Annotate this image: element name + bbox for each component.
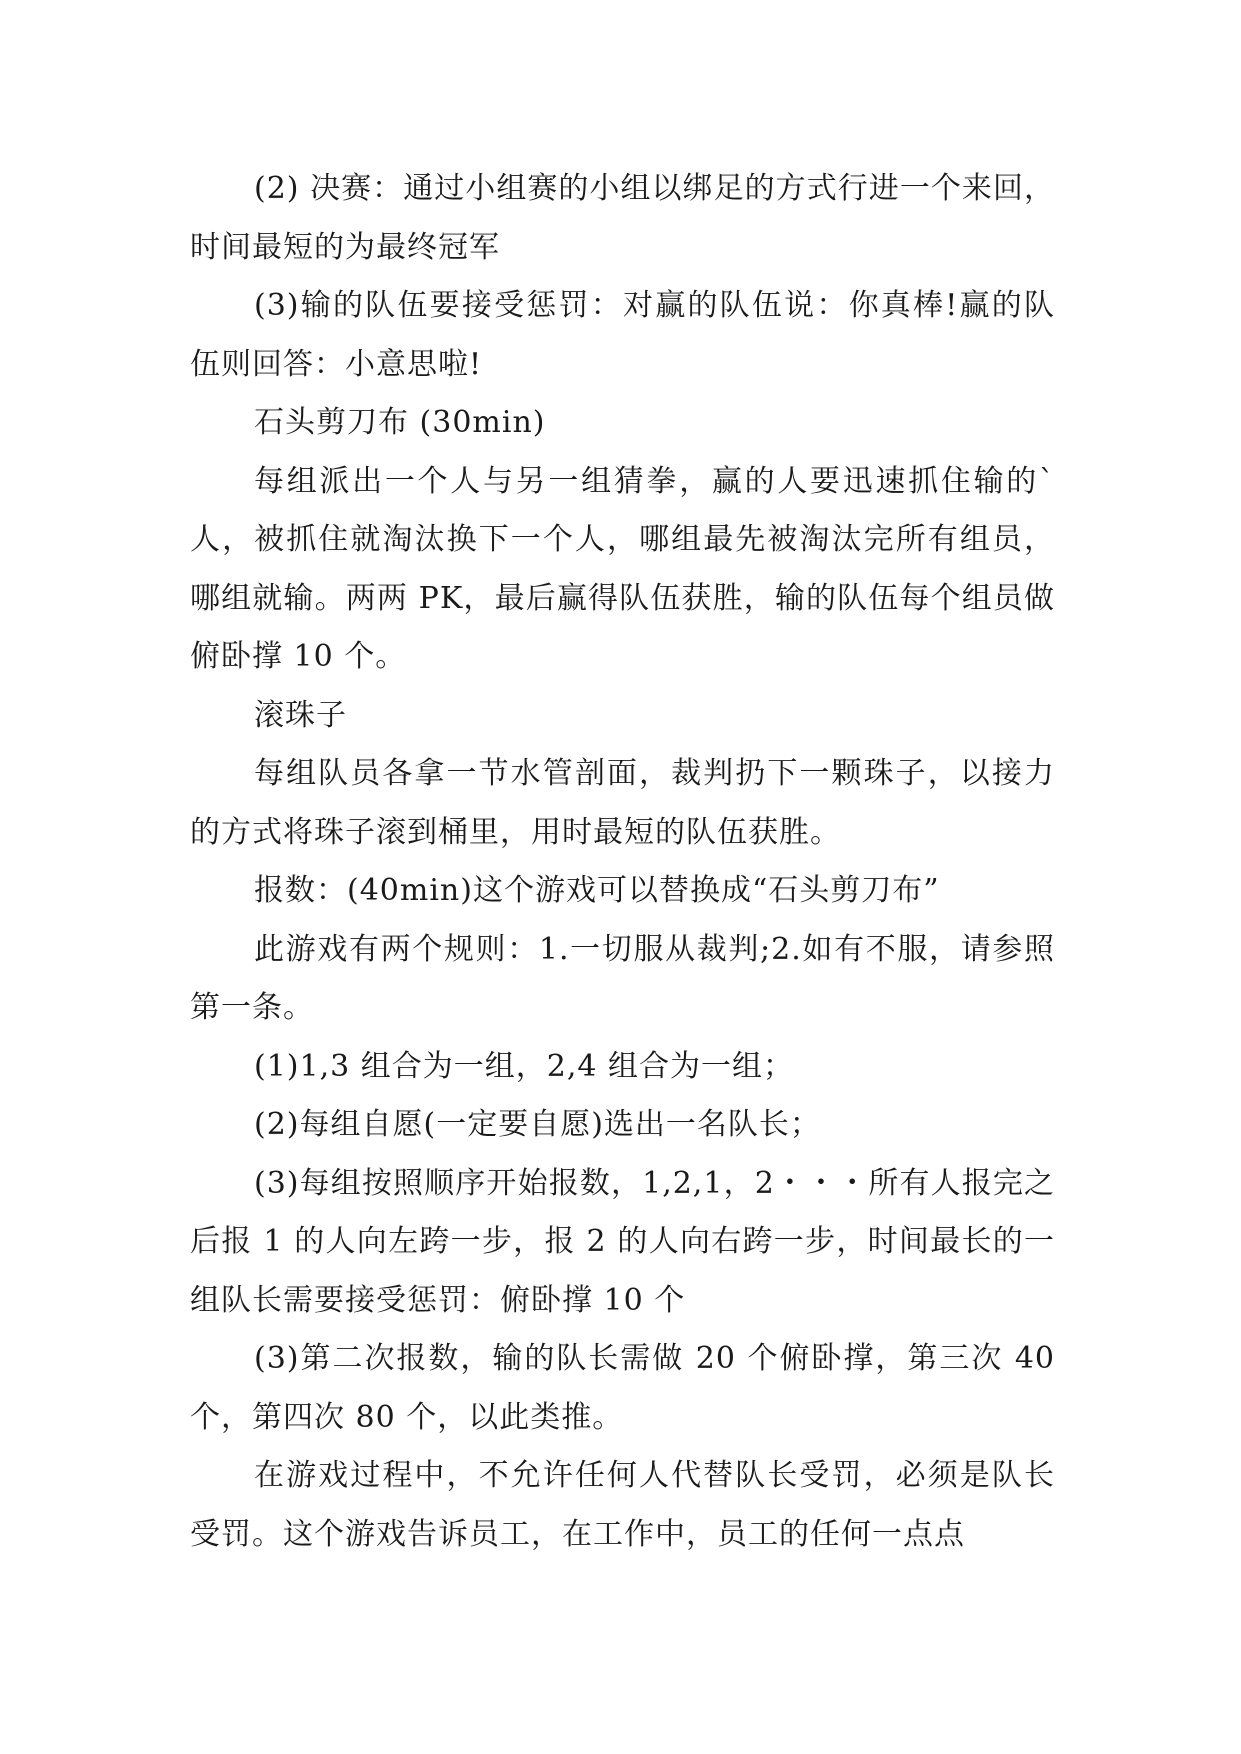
paragraph-punishment: (3)输的队伍要接受惩罚：对赢的队伍说：你真棒!赢的队伍则回答：小意思啦! xyxy=(190,288,1055,382)
paragraph-rolling-beads-rules: 每组队员各拿一节水管剖面，裁判扔下一颗珠子，以接力的方式将珠子滚到桶里，用时最短的队伍获胜。 xyxy=(190,756,1055,850)
paragraph-count-off-step-3b: (3)第二次报数，输的队长需做 20 个俯卧撑，第三次 40 个，第四次 80 个，以此类推。 xyxy=(190,1341,1055,1435)
paragraph-final-round: (2) 决赛：通过小组赛的小组以绑足的方式行进一个来回，时间最短的为最终冠军 xyxy=(190,171,1055,265)
document-body xyxy=(190,160,1055,1564)
heading-rock-paper-scissors: 石头剪刀布 (30min) xyxy=(254,405,546,440)
paragraph-count-off-step-1: (1)1,3 组合为一组，2,4 组合为一组； xyxy=(254,1048,794,1084)
paragraph-count-off-step-2: (2)每组自愿(一定要自愿)选出一名队长； xyxy=(254,1107,821,1142)
heading-count-off: 报数：(40min)这个游戏可以替换成“石头剪刀布” xyxy=(254,873,940,908)
heading-rolling-beads: 滚珠子 xyxy=(254,697,347,733)
paragraph-count-off-rules: 此游戏有两个规则：1.一切服从裁判;2.如有不服，请参照第一条。 xyxy=(190,931,1055,1025)
paragraph-count-off-step-3: (3)每组按照顺序开始报数，1,2,1，2・・・所有人报完之后报 1 的人向左跨一步，报 2 的人向右跨一步，时间最长的一组队长需要接受惩罚：俯卧撑 10 个 xyxy=(190,1165,1055,1318)
paragraph-rock-paper-scissors-rules: 每组派出一个人与另一组猜拳，赢的人要迅速抓住输的`人，被抓住就淘汰换下一个人，哪组最先被淘汰完所有组员，哪组就输。两两 PK，最后赢得队伍获胜，输的队伍每个组员做俯卧撑 10 个。 xyxy=(190,463,1055,674)
paragraph-conclusion: 在游戏过程中，不允许任何人代替队长受罚，必须是队长受罚。这个游戏告诉员工，在工作中，员工的任何一点点 xyxy=(190,1458,1055,1552)
